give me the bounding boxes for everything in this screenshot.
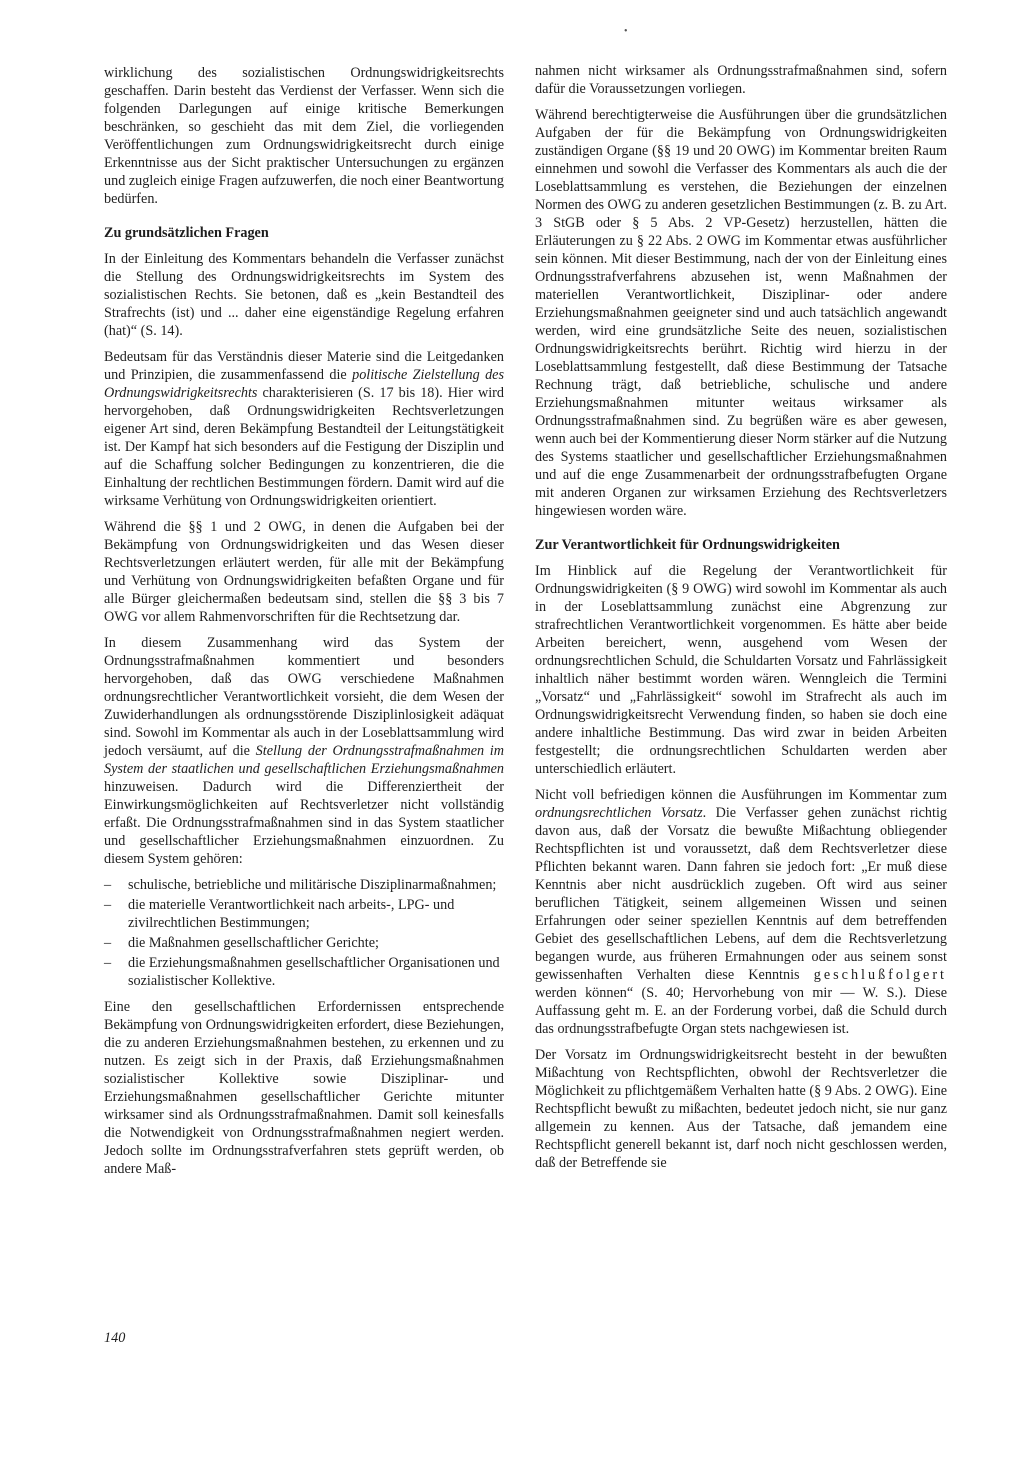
list-item-text: die materielle Verantwortlichkeit nach arbeits-, LPG- und zivilrechtlichen Bestimmungen; bbox=[128, 897, 455, 931]
paragraph bbox=[535, 786, 947, 1038]
emphasis: politische Zielstellung des Ordnungswidrigkeitsrechts bbox=[104, 367, 504, 401]
paragraph bbox=[104, 348, 504, 510]
text-run: Bedeutsam für das Verständnis dieser Materie sind die Leitgedanken und Prinzipien, die zusammenfassend die bbox=[104, 349, 504, 383]
measures-list bbox=[104, 876, 504, 990]
list-item bbox=[104, 934, 504, 952]
emphasis: Stellung der Ordnungsstrafmaßnahmen im System der staatlichen und gesellschaftlichen Erziehungsmaßnahmen bbox=[104, 743, 504, 777]
page-number: 140 bbox=[104, 1330, 126, 1346]
paragraph bbox=[104, 634, 504, 868]
text-run: Nicht voll befriedigen können die Ausführungen im Kommentar zum bbox=[535, 787, 947, 803]
paragraph: wirklichung des sozialistischen Ordnungswidrigkeitsrechts geschaffen. Darin besteht das Verdienst der Verfasser. Wenn sich die folgenden Darlegungen auf einige kritische Bemerkungen beschränken, so geschieht das mit dem Ziel, die vorliegenden Veröffentlichungen zum Ordnungswidrigkeitsrecht durch einige Erkenntnisse aus der Sicht praktischer Untersuchungen zu ergänzen und zugleich einige Fragen aufzuwerfen, die noch einer Beantwortung bedürfen. bbox=[104, 65, 504, 207]
paragraph: Während berechtigterweise die Ausführungen über die grundsätzlichen Aufgaben der für die Bekämpfung von Ordnungswidrigkeiten zuständigen Organe (§§ 19 und 20 OWG) im Kommentar breiten Raum einnehmen und sowohl die Verfasser des Kommentars als auch die der Loseblattsammlung es verstehen, die Beziehungen der einzelnen Normen des OWG zu anderen gesetzlichen Bestimmungen (z. B. zu Art. 3 StGB oder § 5 Abs. 2 VP-Gesetz) herzustellen, hätten die Erläuterungen zu § 22 Abs. 2 OWG im Kommentar etwas ausführlicher sein können. Mit dieser Bestimmung, nach der von der Einleitung eines Ordnungsstrafverfahrens abzusehen ist, wenn Maßnahmen der materiellen Verantwortlichkeit, Disziplinar- oder andere Erziehungsmaßnahmen geeigneter sind und auch tatsächlich angewandt werden, wird eine grundsätzliche Seite des neuen, sozialistischen Ordnungswidrigkeitsrechts berührt. Richtig wird hierzu in der Loseblattsammlung festgestellt, daß diese Bestimmung der Tatsache Rechnung trägt, daß betriebliche, schulische und andere Erziehungsmaßnahmen mitunter weitaus wirksamer als Ordnungsstrafmaßnahmen sind. Zu begrüßen wäre es aber gewesen, wenn auch bei der Kommentierung dieser Norm stärker auf die Nutzung des Systems staatlicher und gesellschaftlicher Erziehungsmaßnahmen und auf die enge Zusammenarbeit der ordnungsstrafbefugten Organe mit anderen Organen zur wirksamen Erziehung des Rechtsverletzers hingewiesen worden wäre. bbox=[535, 107, 947, 519]
left-column bbox=[104, 64, 504, 1186]
paragraph: In der Einleitung des Kommentars behandeln die Verfasser zunächst die Stellung des Ordnungswidrigkeitsrechts im System des sozialistischen Rechts. Sie betonen, daß es „kein Bestandteil des Strafrechts (ist) und ... daher eine eigenständige Regelung erfahren (hat)“ (S. 14). bbox=[104, 251, 504, 339]
list-item bbox=[104, 954, 504, 990]
paragraph: Während die §§ 1 und 2 OWG, in denen die Aufgaben bei der Bekämpfung von Ordnungswidrigkeiten und das Wesen dieser Rechtsverletzungen erläutert werden, für alle mit der Bekämpfung und Verhütung von Ordnungswidrigkeiten befaßten Organe und für alle Bürger gleichermaßen bedeutsam sind, stellen die §§ 3 bis 7 OWG vor allem Rahmenvorschriften für die Rechtsetzung dar. bbox=[104, 519, 504, 625]
list-item-text: die Maßnahmen gesellschaftlicher Gerichte; bbox=[128, 935, 379, 951]
dash-bullet: – bbox=[104, 877, 112, 893]
list-item bbox=[104, 876, 504, 894]
dash-bullet: – bbox=[104, 897, 112, 913]
list-item-text: die Erziehungsmaßnahmen gesellschaftlicher Organisationen und sozialistischer Kollektive. bbox=[128, 955, 500, 989]
paragraph: Im Hinblick auf die Regelung der Verantwortlichkeit für Ordnungswidrigkeiten (§ 9 OWG) wird sowohl im Kommentar als auch in der Loseblattsammlung zunächst eine Abgrenzung zur strafrechtlichen Verantwortlichkeit vorgenommen. Es hätte aber beide Arbeiten bereichert, wenn, ausgehend vom Wesen der ordnungsrechtlichen Schuld, die Schuldarten Vorsatz und Fahrlässigkeit inhaltlich näher bestimmt worden wären. Wenngleich die Termini „Vorsatz“ und „Fahrlässigkeit“ sowohl im Strafrecht als auch im Ordnungswidrigkeitsrecht Verwendung finden, so haben sie doch eine andere inhaltliche Bestimmung. Das wird zwar in beiden Arbeiten festgestellt; die ordnungsrechtlichen Schuldarten werden aber unterschiedlich erläutert. bbox=[535, 563, 947, 777]
text-run: hinzuweisen. Dadurch wird die Differenziertheit der Einwirkungsmöglichkeiten auf Rechtsverletzer nicht vollständig erfaßt. Die Ordnungsstrafmaßnahmen sind in das System staatlicher und gesellschaftlicher Erziehungsmaßnahmen einzuordnen. Zu diesem System gehören: bbox=[104, 779, 504, 867]
text-run: In diesem Zusammenhang wird das System der Ordnungsstrafmaßnahmen kommentiert und besonders hervorgehoben, daß das OWG verschiedene Maßnahmen ordnungsrechtlicher Verantwortlichkeit vorsieht, die dem Wesen der Zuwiderhandlungen als ordnungsstörende Disziplinlosigkeit adäquat sind. Sowohl im Kommentar als auch in der Loseblattsammlung wird jedoch versäumt, auf die bbox=[104, 635, 504, 759]
emphasis: ordnungsrechtlichen Vorsatz bbox=[535, 805, 703, 821]
spaced-emphasis: geschlußfolgert bbox=[813, 967, 947, 983]
section-heading-verantwortlichkeit: Zur Verantwortlichkeit für Ordnungswidrigkeiten bbox=[535, 537, 840, 553]
text-run: werden können“ (S. 40; Hervorhebung von mir — W. S.). Diese Auffassung geht m. E. an der Forderung vorbei, daß die Schuld durch das ordnungsstrafbefugte Organ stets nachgewiesen ist. bbox=[535, 985, 947, 1037]
right-column bbox=[535, 62, 947, 1180]
list-item-text: schulische, betriebliche und militärische Disziplinarmaßnahmen; bbox=[128, 877, 497, 893]
paragraph: Der Vorsatz im Ordnungswidrigkeitsrecht besteht in der bewußten Mißachtung von Rechtspflichten, obwohl der Rechtsverletzer die Möglichkeit zu pflichtgemäßem Verhalten hatte (§ 9 Abs. 2 OWG). Eine Rechtspflicht bewußt zu mißachten, bedeutet jedoch nicht, sie nur ganz allgemein zu kennen. Aus der Tatsache, daß jemandem eine Rechtspflicht generell bekannt ist, darf noch nicht geschlossen werden, daß der Betreffende sie bbox=[535, 1047, 947, 1171]
section-heading-grundsaetzliche-fragen: Zu grundsätzlichen Fragen bbox=[104, 225, 269, 241]
dash-bullet: – bbox=[104, 955, 112, 971]
list-item bbox=[104, 896, 504, 932]
paragraph: Eine den gesellschaftlichen Erfordernissen entsprechende Bekämpfung von Ordnungswidrigkeiten erfordert, diese Beziehungen, die zu anderen Erziehungsmaßnahmen bestehen, zu erkennen und zu nutzen. Es zeigt sich in der Praxis, daß Erziehungsmaßnahmen sozialistischer Kollektive sowie Disziplinar- und Erziehungsmaßnahmen gesellschaftlicher Gerichte mitunter wirksamer sind als Ordnungsstrafmaßnahmen. Damit soll keinesfalls die Notwendigkeit von Ordnungsstrafmaßnahmen negiert werden. Jedoch sollte im Ordnungsstrafverfahren stets geprüft werden, ob andere Maß- bbox=[104, 999, 504, 1177]
text-run: charakterisieren (S. 17 bis 18). Hier wird hervorgehoben, daß Ordnungswidrigkeiten Rechtsverletzungen eigener Art sind, deren Bekämpfung Bestandteil der Leitungstätigkeit ist. Der Kampf hat sich besonders auf die Festigung der Disziplin und auf die Schaffung solcher Bedingungen zu konzentrieren, die die Einhaltung der rechtlichen Bestimmungen fördern. Damit wird auf die wirksame Verhütung von Ordnungswidrigkeiten orientiert. bbox=[104, 385, 504, 509]
paragraph: nahmen nicht wirksamer als Ordnungsstrafmaßnahmen sind, sofern dafür die Voraussetzungen vorliegen. bbox=[535, 63, 947, 97]
text-run: . Die Verfasser gehen zunächst richtig davon aus, daß der Vorsatz die bewußte Mißachtung obliegender Rechtspflichten ist und voraussetzt, daß dem Rechtsverletzer diese Pflichten bekannt waren. Dann fahren sie jedoch fort: „Er muß diese Kenntnis aber nicht ausdrücklich zugeben. Oft wird aus seiner beruflichen Tätigkeit, seinem allgemeinen Wissen und seinen Erfahrungen oder seiner speziellen Kenntnis auf dem betreffenden Gebiet des gesellschaftlichen Lebens, auf dem die Rechtsverletzung begangen wurde, aus früheren Ermahnungen oder aus seinem sonst gewissenhaften Verhalten diese Kenntnis bbox=[535, 805, 947, 983]
dash-bullet: – bbox=[104, 935, 112, 951]
stray-mark: • bbox=[624, 26, 628, 37]
